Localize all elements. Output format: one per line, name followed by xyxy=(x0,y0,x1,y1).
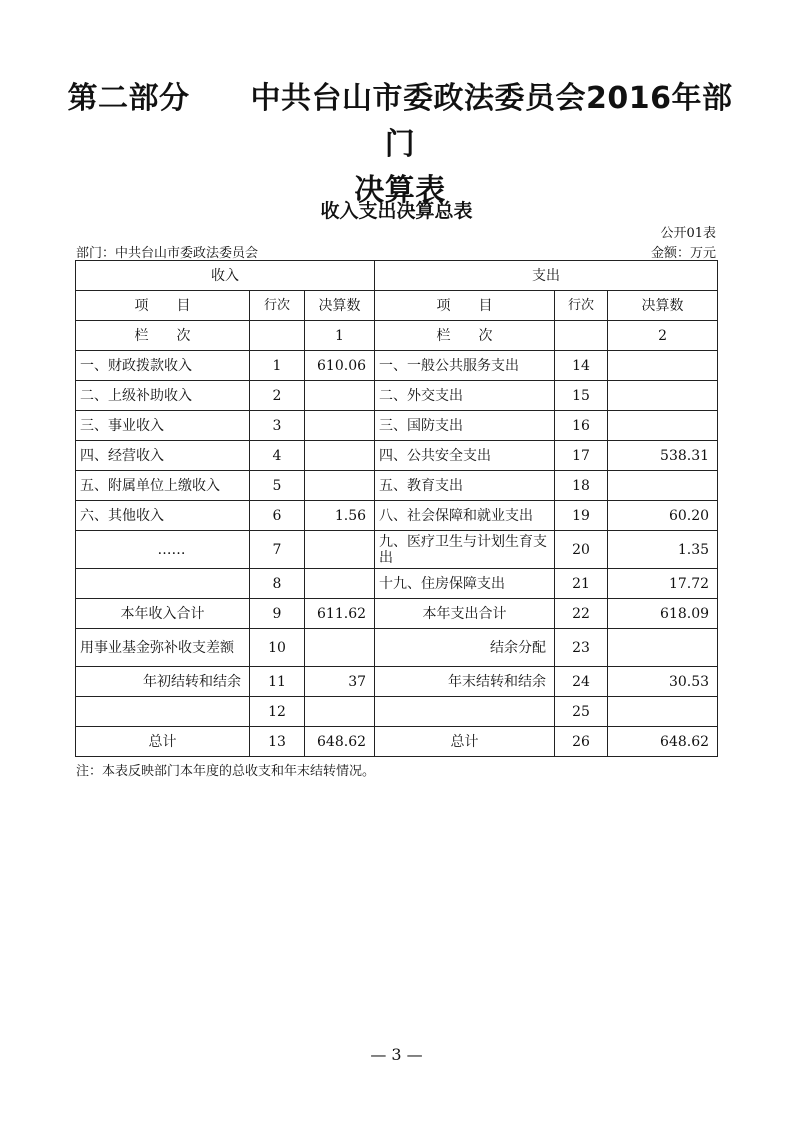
expense-lineno-cell: 15 xyxy=(555,381,608,411)
table-row xyxy=(76,501,718,531)
table-note: 注：本表反映部门本年度的总收支和年末结转情况。 xyxy=(76,764,376,779)
income-lineno-cell: 8 xyxy=(250,569,305,599)
budget-table xyxy=(75,260,718,757)
expense-item-cell: 八、社会保障和就业支出 xyxy=(375,501,555,531)
table-row xyxy=(76,629,718,667)
expense-amount-header: 决算数 xyxy=(608,291,718,321)
expense-lineno-cell: 19 xyxy=(555,501,608,531)
expense-lineno-cell: 21 xyxy=(555,569,608,599)
income-amount-cell: 37 xyxy=(305,667,375,697)
expense-amount-cell: 17.72 xyxy=(608,569,718,599)
expense-column-number: 2 xyxy=(608,321,718,351)
income-item-cell: …… xyxy=(76,531,250,569)
income-amount-cell xyxy=(305,531,375,569)
expense-lineno-cell: 26 xyxy=(555,727,608,757)
expense-lineno-cell: 14 xyxy=(555,351,608,381)
expense-lineno-cell: 25 xyxy=(555,697,608,727)
expense-amount-cell: 1.35 xyxy=(608,531,718,569)
income-column-label: 栏 次 xyxy=(76,321,250,351)
income-lineno-cell: 2 xyxy=(250,381,305,411)
page-number: — 3 — xyxy=(370,1045,423,1064)
income-item-cell: 二、上级补助收入 xyxy=(76,381,250,411)
table-number: 公开01表 xyxy=(660,226,716,241)
income-item-cell xyxy=(76,697,250,727)
header-row-3 xyxy=(76,321,718,351)
income-amount-cell xyxy=(305,629,375,667)
income-amount-header: 决算数 xyxy=(305,291,375,321)
income-lineno-cell: 1 xyxy=(250,351,305,381)
income-amount-cell xyxy=(305,441,375,471)
header-row-2 xyxy=(76,291,718,321)
income-amount-cell: 648.62 xyxy=(305,727,375,757)
income-lineno-header: 行次 xyxy=(250,291,305,321)
expense-item-cell: 九、医疗卫生与计划生育支出 xyxy=(375,531,555,569)
expense-lineno-cell: 22 xyxy=(555,599,608,629)
expense-item-cell: 总计 xyxy=(375,727,555,757)
expense-item-cell xyxy=(375,697,555,727)
expense-amount-cell xyxy=(608,629,718,667)
expense-item-cell: 十九、住房保障支出 xyxy=(375,569,555,599)
expense-amount-cell: 538.31 xyxy=(608,441,718,471)
income-lineno-cell: 13 xyxy=(250,727,305,757)
header-row-1 xyxy=(76,261,718,291)
income-amount-cell xyxy=(305,471,375,501)
income-lineno-cell: 7 xyxy=(250,531,305,569)
income-item-cell: 本年收入合计 xyxy=(76,599,250,629)
table-row xyxy=(76,471,718,501)
expense-lineno-cell: 17 xyxy=(555,441,608,471)
income-lineno-cell: 4 xyxy=(250,441,305,471)
title-line-2: 决算表 xyxy=(354,173,446,208)
expense-amount-cell: 618.09 xyxy=(608,599,718,629)
expense-item-cell: 一、一般公共服务支出 xyxy=(375,351,555,381)
expense-lineno-cell: 18 xyxy=(555,471,608,501)
expense-amount-cell: 648.62 xyxy=(608,727,718,757)
income-amount-cell: 611.62 xyxy=(305,599,375,629)
expense-lineno-cell: 20 xyxy=(555,531,608,569)
expense-amount-cell xyxy=(608,381,718,411)
table-row xyxy=(76,599,718,629)
income-amount-cell: 1.56 xyxy=(305,501,375,531)
income-lineno-cell: 9 xyxy=(250,599,305,629)
income-item-cell: 用事业基金弥补收支差额 xyxy=(76,629,250,667)
income-item-cell: 一、财政拨款收入 xyxy=(76,351,250,381)
expense-item-cell: 二、外交支出 xyxy=(375,381,555,411)
table-row xyxy=(76,727,718,757)
department-label: 部门：中共台山市委政法委员会 xyxy=(76,246,259,261)
expense-amount-cell: 60.20 xyxy=(608,501,718,531)
income-amount-cell: 610.06 xyxy=(305,351,375,381)
table-row xyxy=(76,441,718,471)
expense-amount-cell xyxy=(608,351,718,381)
title-line-1: 第二部分 中共台山市委政法委员会2016年部门 xyxy=(67,81,733,162)
table-row xyxy=(76,351,718,381)
expense-lineno-cell: 16 xyxy=(555,411,608,441)
table-row xyxy=(76,381,718,411)
income-lineno-cell: 10 xyxy=(250,629,305,667)
expense-amount-cell: 30.53 xyxy=(608,667,718,697)
expense-item-cell: 五、教育支出 xyxy=(375,471,555,501)
income-item-cell xyxy=(76,569,250,599)
income-lineno-cell: 3 xyxy=(250,411,305,441)
expense-item-cell: 结余分配 xyxy=(375,629,555,667)
expense-item-header: 项 目 xyxy=(375,291,555,321)
empty-cell xyxy=(555,321,608,351)
expense-item-cell: 三、国防支出 xyxy=(375,411,555,441)
income-amount-cell xyxy=(305,381,375,411)
expense-item-cell: 年末结转和结余 xyxy=(375,667,555,697)
income-column-number: 1 xyxy=(305,321,375,351)
income-item-cell: 四、经营收入 xyxy=(76,441,250,471)
income-item-cell: 总计 xyxy=(76,727,250,757)
income-item-cell: 年初结转和结余 xyxy=(76,667,250,697)
income-amount-cell xyxy=(305,697,375,727)
empty-cell xyxy=(250,321,305,351)
table-row xyxy=(76,411,718,441)
income-amount-cell xyxy=(305,569,375,599)
income-item-cell: 五、附属单位上缴收入 xyxy=(76,471,250,501)
income-lineno-cell: 5 xyxy=(250,471,305,501)
table-row xyxy=(76,697,718,727)
income-item-cell: 三、事业收入 xyxy=(76,411,250,441)
expense-amount-cell xyxy=(608,411,718,441)
income-item-cell: 六、其他收入 xyxy=(76,501,250,531)
income-header: 收入 xyxy=(76,261,375,291)
income-item-header: 项 目 xyxy=(76,291,250,321)
table-row xyxy=(76,569,718,599)
expense-lineno-cell: 23 xyxy=(555,629,608,667)
income-amount-cell xyxy=(305,411,375,441)
income-lineno-cell: 11 xyxy=(250,667,305,697)
unit-label: 金额：万元 xyxy=(650,246,716,261)
income-lineno-cell: 6 xyxy=(250,501,305,531)
table-row xyxy=(76,667,718,697)
expense-header: 支出 xyxy=(375,261,718,291)
document-title xyxy=(60,76,740,214)
table-row xyxy=(76,531,718,569)
expense-lineno-header: 行次 xyxy=(555,291,608,321)
table-title: 收入支出决算总表 xyxy=(320,200,473,222)
expense-item-cell: 四、公共安全支出 xyxy=(375,441,555,471)
income-lineno-cell: 12 xyxy=(250,697,305,727)
expense-column-label: 栏 次 xyxy=(375,321,555,351)
expense-lineno-cell: 24 xyxy=(555,667,608,697)
expense-item-cell: 本年支出合计 xyxy=(375,599,555,629)
expense-amount-cell xyxy=(608,697,718,727)
expense-amount-cell xyxy=(608,471,718,501)
